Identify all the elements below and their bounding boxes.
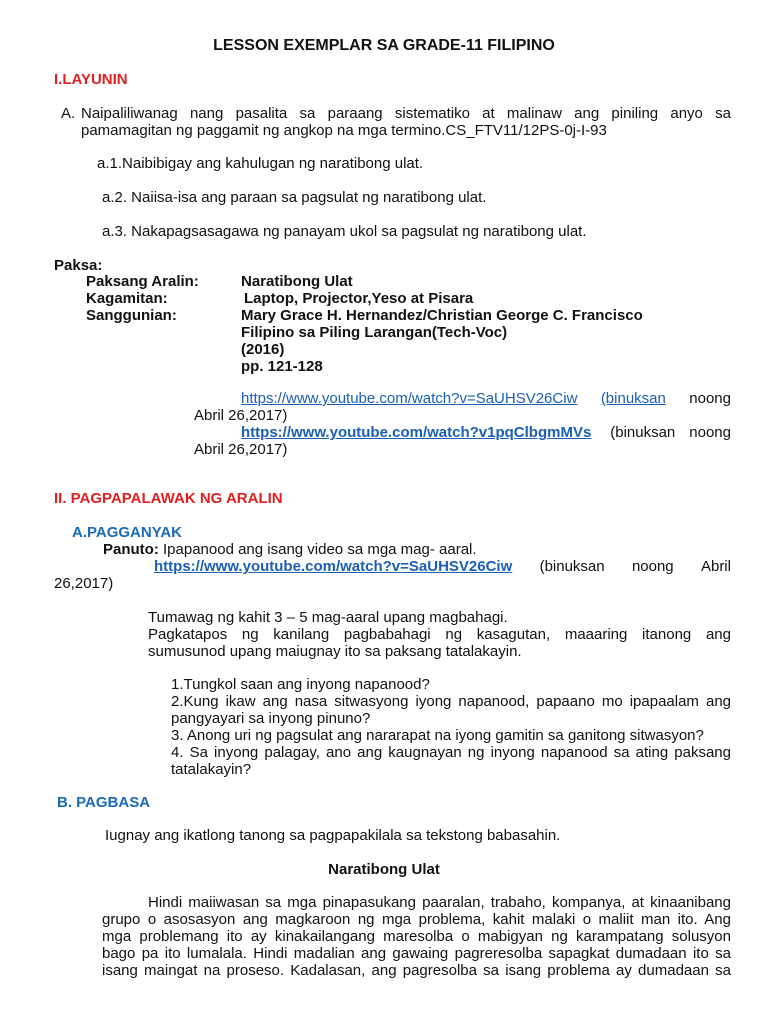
kagamitan-value: Laptop, Projector,Yeso at Pisara — [244, 290, 474, 307]
question-4-line2: tatalakayin? — [171, 761, 252, 778]
reference-link2-date: Abril 26,2017) — [194, 441, 288, 458]
naratibong-ulat-title: Naratibong Ulat — [328, 861, 440, 878]
pagbasa-para-line4: bago pa ito lumalala. Hindi madalian ang gawaing pagreresolba sapagkat dumadaan ito sa — [102, 945, 731, 962]
reference-link1-noong: noong — [689, 390, 731, 407]
iugnay-text: Iugnay ang ikatlong tanong sa pagpapakilala sa tekstong babasahin. — [105, 827, 561, 844]
question-3: 3. Anong uri ng pagsulat ang nararapat na iyong gamitin sa ganitong sitwasyon? — [171, 727, 704, 744]
pagganyak-link-row — [154, 558, 731, 575]
reference-link1-binuksan: (binuksan — [600, 390, 666, 407]
objective-a-line1: Naipaliliwanag nang pasalita sa paraang sistematiko at malinaw ang piniling anyo sa — [81, 105, 731, 122]
question-2-line1: 2.Kung ikaw ang nasa sitwasyong iyong napanood, papaano mo ipapaalam ang — [171, 693, 731, 710]
page-title: LESSON EXEMPLAR SA GRADE-11 FILIPINO — [213, 37, 555, 54]
paksang-aralin-label: Paksang Aralin: — [86, 273, 199, 290]
sanggunian-book: Filipino sa Piling Larangan(Tech-Voc) — [241, 324, 508, 341]
tawag-text: Tumawag ng kahit 3 – 5 mag-aaral upang magbahagi. — [148, 609, 508, 626]
pagkatapos-line1: Pagkatapos ng kanilang pagbabahagi ng kasagutan, maaaring itanong ang — [148, 626, 731, 643]
reference-link1[interactable]: https://www.youtube.com/watch?v=SaUHSV26Ciw — [241, 390, 578, 407]
objective-a1: a.1.Naibibigay ang kahulugan ng naratibong ulat. — [97, 155, 424, 172]
pagbasa-para-line1: Hindi maiiwasan sa mga pinapasukang paaralan, trabaho, kompanya, at kinaanibang — [148, 894, 731, 911]
reference-link1-row — [241, 390, 731, 407]
reference-link2-noong: noong — [689, 424, 731, 441]
pagbasa-para-line2: grupo o asosasyon ang magkaroon ng mga problema, kahit malaki o maliit man ito. Ang — [102, 911, 731, 928]
pagpapalawak-heading: II. PAGPAPALAWAK NG ARALIN — [54, 490, 283, 507]
pagganyak-noong: noong — [631, 558, 674, 575]
objective-a-label: A. — [61, 105, 76, 122]
pagkatapos-line2: sumusunod upang maiugnay ito sa paksang tatalakayin. — [148, 643, 522, 660]
reference-link2[interactable]: https://www.youtube.com/watch?v1pqClbgmMVs — [241, 424, 592, 441]
question-4-line1: 4. Sa inyong palagay, ano ang kaugnayan ng inyong napanood sa ating paksang — [171, 744, 731, 761]
pagganyak-heading: A.PAGGANYAK — [72, 524, 183, 541]
question-2-line2: pangyayari sa inyong pinuno? — [171, 710, 371, 727]
pagbasa-heading: B. PAGBASA — [57, 794, 151, 811]
reference-link1-date: Abril 26,2017) — [194, 407, 288, 424]
pagganyak-binuksan: (binuksan — [539, 558, 605, 575]
sanggunian-label: Sanggunian: — [86, 307, 177, 324]
panuto-text: Ipapanood ang isang video sa mga mag- aaral. — [163, 541, 477, 558]
panuto-line — [103, 541, 477, 558]
question-1: 1.Tungkol saan ang inyong napanood? — [171, 676, 430, 693]
paksang-aralin-value: Naratibong Ulat — [241, 273, 353, 290]
pagbasa-para-line3: mga problemang ito ay kinakailangang maresolba o mabigyan ng karampatang solusyon — [102, 928, 731, 945]
sanggunian-authors: Mary Grace H. Hernandez/Christian George C. Francisco — [241, 307, 643, 324]
paksa-label: Paksa: — [54, 257, 103, 274]
objective-a2: a.2. Naiisa-isa ang paraan sa pagsulat ng naratibong ulat. — [102, 189, 487, 206]
objective-a3: a.3. Nakapagsasagawa ng panayam ukol sa pagsulat ng naratibong ulat. — [102, 223, 587, 240]
pagganyak-date: 26,2017) — [54, 575, 114, 592]
sanggunian-pages: pp. 121-128 — [241, 358, 323, 375]
reference-link2-binuksan: (binuksan — [610, 424, 676, 441]
pagganyak-video-link[interactable]: https://www.youtube.com/watch?v=SaUHSV26Ciw — [154, 558, 513, 575]
objective-a-line2: pamamagitan ng paggamit ng angkop na mga termino.CS_FTV11/12PS-0j-I-93 — [81, 122, 607, 139]
sanggunian-year: (2016) — [241, 341, 285, 358]
reference-link2-row — [241, 424, 731, 441]
pagganyak-abril: Abril — [700, 558, 731, 575]
panuto-label: Panuto: — [103, 541, 159, 558]
layunin-heading: I.LAYUNIN — [54, 71, 128, 88]
pagbasa-para-line5: isang maingat na proseso. Kadalasan, ang pagresolba sa isang problema ay dumadaan sa — [102, 962, 731, 979]
kagamitan-label: Kagamitan: — [86, 290, 168, 307]
